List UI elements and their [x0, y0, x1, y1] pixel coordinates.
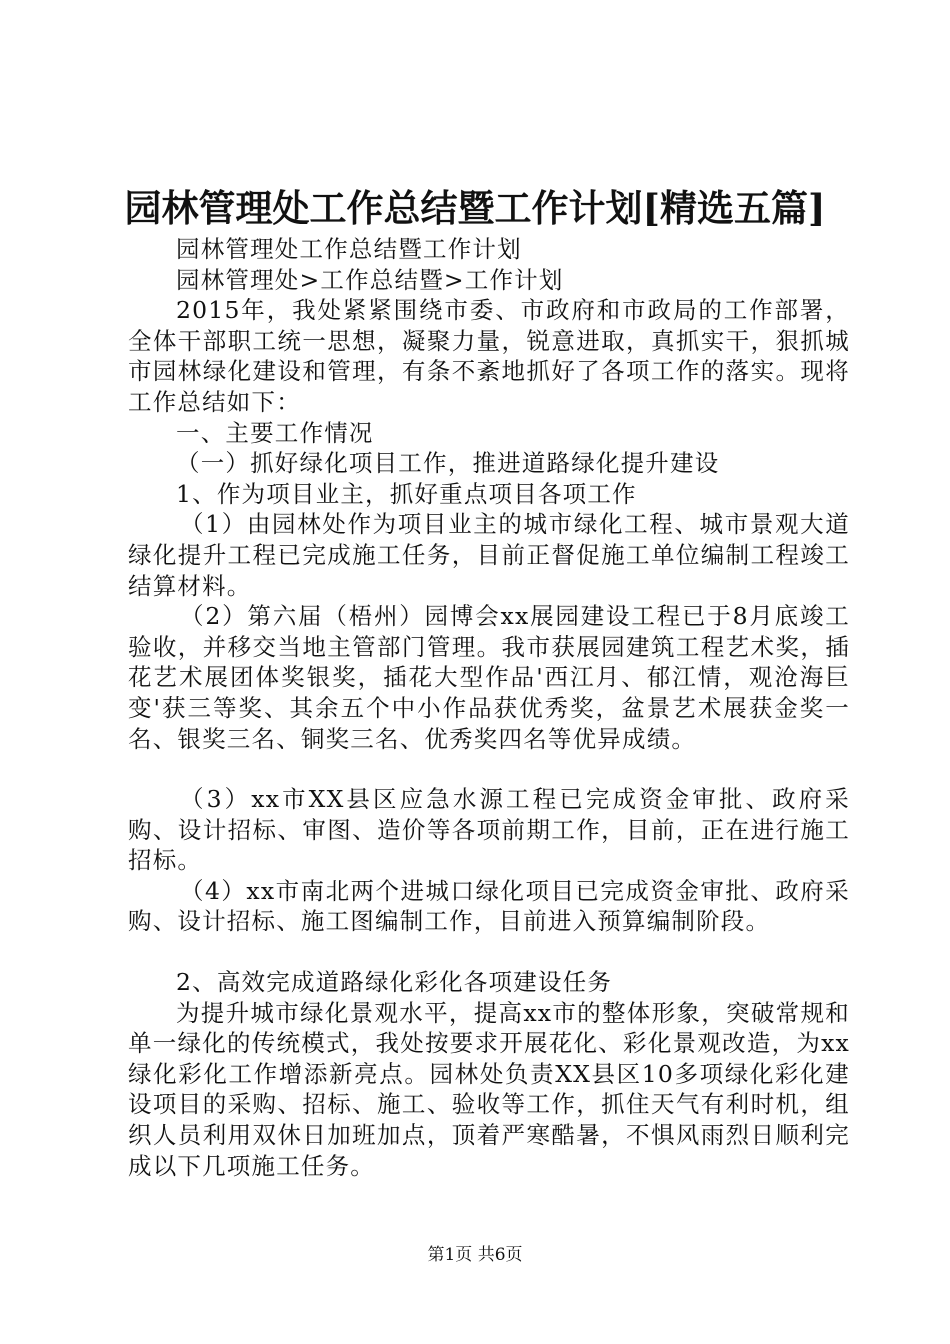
paragraph-intro: 2015年，我处紧紧围绕市委、市政府和市政局的工作部署，全体干部职工统一思想，凝聚力量，锐意进取，真抓实干，狠抓城市园林绿化建设和管理，有条不紊地抓好了各项工作的落实。现将工作总结如下：: [128, 296, 850, 416]
paragraph-item-3: （3）xx市XX县区应急水源工程已完成资金审批、政府采购、设计招标、审图、造价等各项前期工作，目前，正在进行施工招标。: [128, 785, 850, 875]
paragraph-item-2: （2）第六届（梧州）园博会xx展园建设工程已于8月底竣工验收，并移交当地主管部门管理。我市获展园建筑工程艺术奖，插花艺术展团体奖银奖，插花大型作品'西江月、郁江情，观沧海巨变'获三等奖、其余五个中小作品获优秀奖，盆景艺术展获金奖一名、银奖三名、铜奖三名、优秀奖四名等优异成绩。: [128, 602, 850, 753]
item-heading-2: 2、高效完成道路绿化彩化各项建设任务: [176, 968, 613, 997]
document-title: 园林管理处工作总结暨工作计划[精选五篇]: [124, 186, 826, 230]
paragraph-breadcrumb: 园林管理处>工作总结暨>工作计划: [176, 265, 564, 294]
document-body: [128, 234, 850, 1181]
item-heading: 1、作为项目业主，抓好重点项目各项工作: [176, 479, 637, 508]
paragraph-greening: 为提升城市绿化景观水平，提高xx市的整体形象，突破常规和单一绿化的传统模式，我处按要求开展花化、彩化景观改造，为xx绿化彩化工作增添新亮点。园林处负责XX县区10多项绿化彩化建设项目的采购、招标、施工、验收等工作，抓住天气有利时机，组织人员利用双休日加班加点，顶着严寒酷暑，不惧风雨烈日顺利完成以下几项施工任务。: [128, 998, 850, 1180]
page-number: 第1页 共6页: [427, 1245, 523, 1265]
section-heading: 一、主要工作情况: [176, 418, 374, 447]
paragraph-item-1: （1）由园林处作为项目业主的城市绿化工程、城市景观大道绿化提升工程已完成施工任务，目前正督促施工单位编制工程竣工结算材料。: [128, 510, 850, 600]
paragraph-item-4: （4）xx市南北两个进城口绿化项目已完成资金审批、政府采购、设计招标、施工图编制工作，目前进入预算编制阶段。: [128, 876, 850, 936]
subsection-heading: （一）抓好绿化项目工作，推进道路绿化提升建设: [176, 449, 720, 478]
paragraph-subtitle: 园林管理处工作总结暨工作计划: [176, 235, 522, 263]
